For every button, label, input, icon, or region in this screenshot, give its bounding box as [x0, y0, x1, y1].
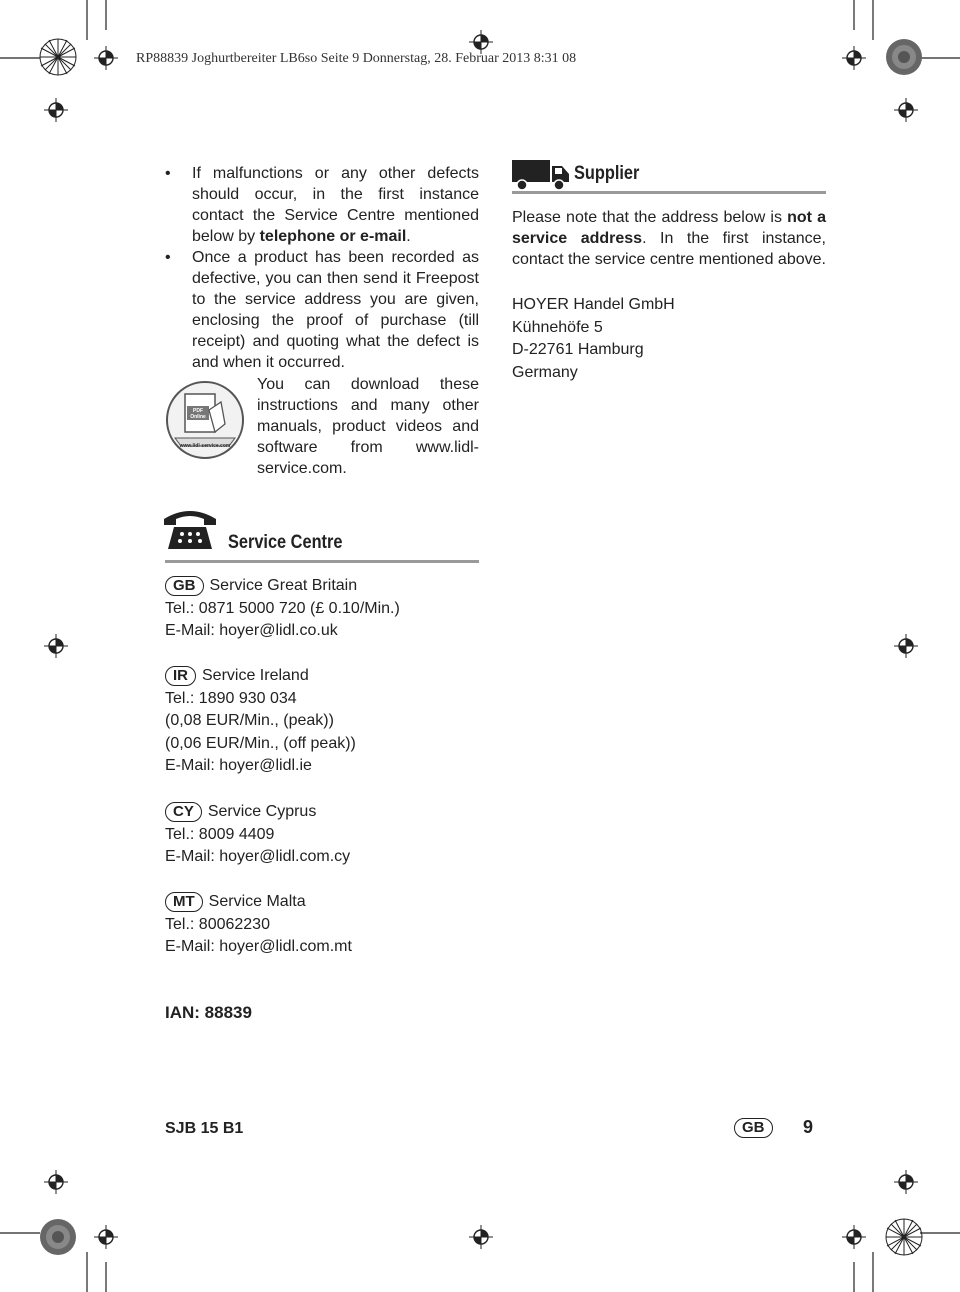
contact-line: Tel.: 1890 930 034: [165, 689, 297, 707]
address-line: Germany: [512, 363, 578, 381]
contact-line: E-Mail: hoyer@lidl.ie: [165, 757, 312, 774]
service-centre-rule: [165, 560, 479, 563]
footer-model: SJB 15 B1: [165, 1120, 244, 1137]
country-badge: MT: [165, 892, 203, 912]
country-name: Service Ireland: [202, 667, 309, 684]
supplier-note: Please note that the address below is not a service address. In the first instance, contact the service centre mentioned above.: [512, 209, 827, 268]
registration-mark-icon: [894, 98, 918, 122]
contact-line: (0,08 EUR/Min., (peak)): [165, 712, 334, 729]
supplier-rule: [512, 191, 826, 194]
color-target-icon: [884, 1217, 924, 1257]
service-country-ir: [165, 665, 485, 778]
registration-mark-icon: [44, 98, 68, 122]
color-target-icon: [884, 37, 924, 77]
registration-mark-icon: [44, 1170, 68, 1194]
registration-mark-icon: [44, 634, 68, 658]
ian-number: IAN: 88839: [165, 1003, 252, 1022]
contact-line: Tel.: 80062230: [165, 915, 270, 933]
pdf-icon-label: PDF Online: [190, 408, 206, 420]
country-name: Service Great Britain: [209, 577, 358, 594]
supplier-address: [512, 294, 826, 384]
color-target-icon: [38, 37, 78, 77]
download-text: You can download these instructions and many other manuals, product videos and software from www.lidl-service.com.: [257, 376, 479, 477]
instructions-list: [165, 163, 479, 373]
country-name: Service Cyprus: [207, 803, 317, 820]
contact-line: (0,06 EUR/Min., (off peak)): [165, 734, 356, 752]
list-item: • If malfunctions or any other defects should occur, in the first instance contact the Service Centre mentioned below by telephone or e-mail.: [165, 163, 479, 247]
contact-line: E-Mail: hoyer@lidl.com.cy: [165, 848, 351, 865]
address-line: D-22761 Hamburg: [512, 341, 644, 358]
service-country-cy: [165, 801, 485, 869]
registration-mark-icon: [842, 46, 866, 70]
country-badge: IR: [165, 666, 196, 686]
registration-mark-icon: [894, 1170, 918, 1194]
supplier-title: Supplier: [574, 163, 640, 184]
contact-line: E-Mail: hoyer@lidl.com.mt: [165, 938, 352, 955]
country-name: Service Malta: [208, 893, 306, 910]
registration-mark-icon: [469, 1225, 493, 1249]
country-badge: GB: [165, 576, 204, 596]
truck-icon: [512, 158, 570, 192]
registration-mark-icon: [469, 30, 493, 54]
contact-line: Tel.: 0871 5000 720 (£ 0.10/Min.): [165, 599, 400, 617]
contact-line: E-Mail: hoyer@lidl.co.uk: [165, 622, 338, 639]
registration-mark-icon: [94, 1225, 118, 1249]
pdf-icon-caption: www.lidl-service.com: [179, 443, 231, 449]
country-badge: CY: [165, 802, 202, 822]
service-country-mt: [165, 891, 485, 959]
address-line: HOYER Handel GmbH: [512, 296, 675, 313]
registration-mark-icon: [94, 46, 118, 70]
service-centre-title: Service Centre: [228, 532, 343, 553]
print-header: RP88839 Joghurtbereiter LB6so Seite 9 Donnerstag, 28. Februar 2013 8:31 08: [136, 51, 577, 66]
registration-mark-icon: [894, 634, 918, 658]
page-number: 9: [803, 1117, 814, 1137]
list-item: • Once a product has been recorded as defective, you can then send it Freepost to the service address you are given, enclosing the proof of purchase (till receipt) and quoting what the defect is and when it occurred.: [165, 247, 479, 373]
contact-line: Tel.: 8009 4409: [165, 825, 275, 843]
footer-country-badge: GB: [734, 1118, 773, 1138]
registration-mark-icon: [842, 1225, 866, 1249]
telephone-icon: [160, 503, 220, 553]
service-country-gb: [165, 575, 485, 643]
color-target-icon: [38, 1217, 78, 1257]
address-line: Kühnehöfe 5: [512, 318, 603, 336]
